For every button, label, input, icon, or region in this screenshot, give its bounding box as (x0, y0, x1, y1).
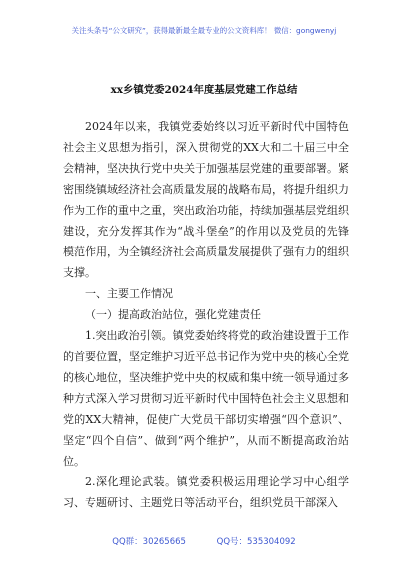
document-body (63, 117, 349, 514)
header-banner: 关注头条号“公文研究”，获得最新最全最专业的公文资料库！ 微信：gongwenyj (71, 26, 337, 35)
footer-qq-group: QQ群：30265665 (112, 537, 186, 547)
section-heading: 一、主要工作情况 (85, 287, 173, 301)
intro-paragraph: 2024年以来，我镇党委始终以习近平新时代中国特色社会主义思想为指引，深入贯彻党的XX大和二十届三中全会精神，坚决执行党中央关于加强基层党建的重要部署。紧密围绕镇域经济社会高质量发展的战略布局，将提升组织力作为工作的重中之重，突出政治功能，持续加强基层党组织建设，充分发挥其作为“战斗堡垒”的作用以及党员的先锋模范作用，为全镇经济社会高质量发展提供了强有力的组织支撑。 (63, 120, 349, 280)
footer-contact (0, 535, 408, 547)
footer-qq-number: QQ号：535304092 (216, 537, 296, 547)
document-title: xx乡镇党委2024年度基层党建工作总结 (110, 84, 298, 96)
subsection-heading: （一）提高政治站位，强化党建责任 (85, 308, 261, 322)
item-paragraph-2: 2.深化理论武装。镇党委积极运用理论学习中心组学习、专题研讨、主题党日等活动平台，组织党员干部深入 (63, 475, 349, 510)
item-paragraph-1: 1.突出政治引领。镇党委始终将党的政治建设置于工作的首要位置，坚定维护习近平总书记作为党中央的核心全党的核心地位，坚决维护党中央的权威和集中统一领导通过多种方式深入学习贯彻习近平新时代中国特色社会主义思想和党的XX大精神，促使广大党员干部切实增强“四个意识”、坚定“四个自信”、做到“两个维护”，从而不断提高政治站位。 (63, 329, 349, 468)
